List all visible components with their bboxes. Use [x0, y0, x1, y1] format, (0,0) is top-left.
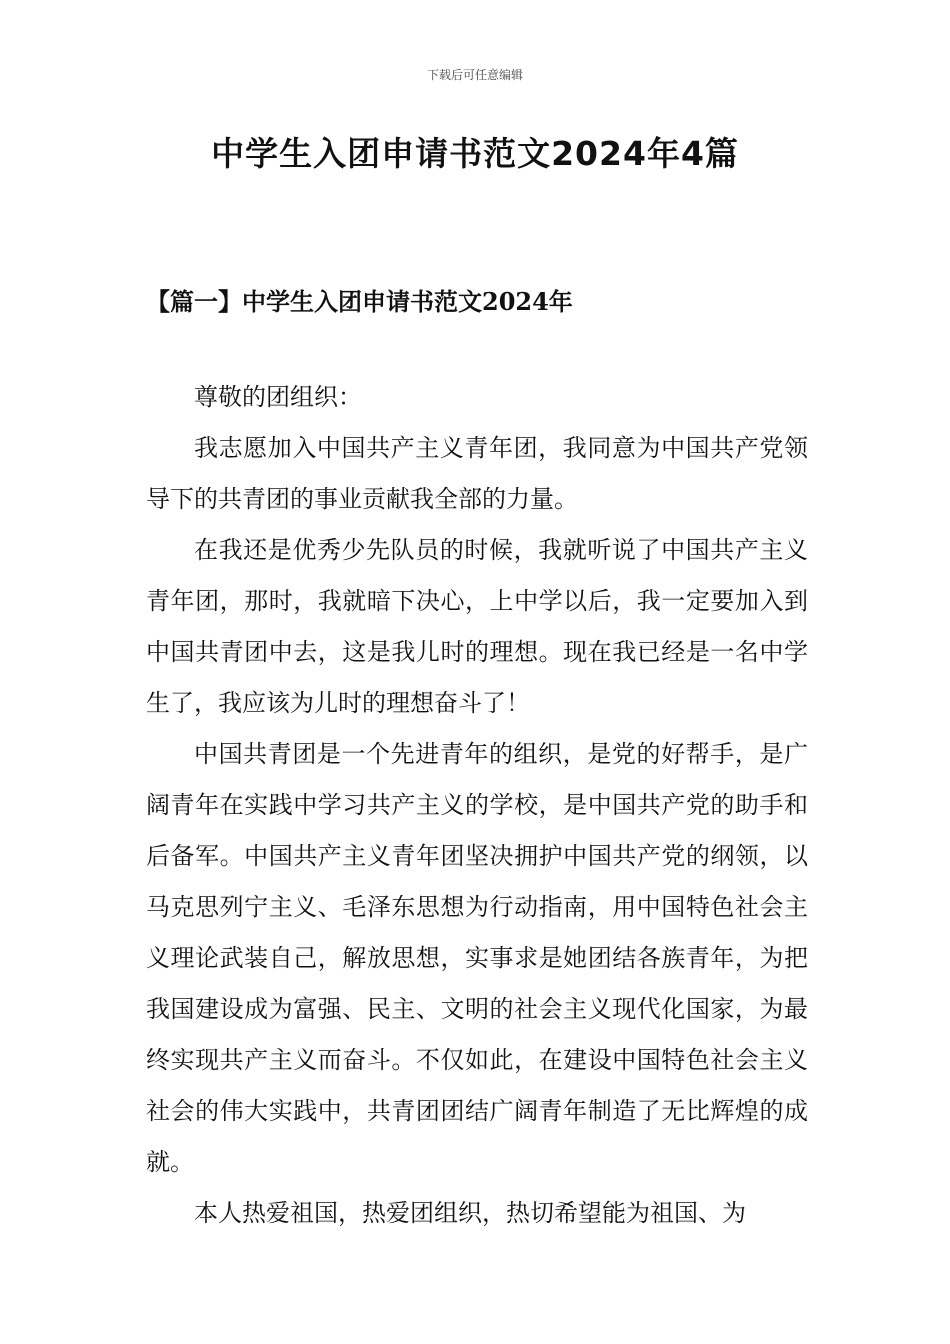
document-title: 中学生入团申请书范文2024年4篇	[211, 134, 739, 173]
paragraph: 我志愿加入中国共产主义青年团，我同意为中国共产党领导下的共青团的事业贡献我全部的力量。	[146, 434, 808, 513]
section-heading: 【篇一】中学生入团申请书范文2024年	[146, 287, 573, 316]
paragraph: 在我还是优秀少先队员的时候，我就听说了中国共产主义青年团，那时，我就暗下决心，上中学以后，我一定要加入到中国共青团中去，这是我儿时的理想。现在我已经是一名中学生了，我应该为儿时的理想奋斗了！	[146, 536, 808, 717]
paragraph: 中国共青团是一个先进青年的组织，是党的好帮手，是广阔青年在实践中学习共产主义的学校，是中国共产党的助手和后备军。中国共产主义青年团坚决拥护中国共产党的纲领，以马克思列宁主义、毛泽东思想为行动指南，用中国特色社会主义理论武装自己，解放思想，实事求是她团结各族青年，为把我国建设成为富强、民主、文明的社会主义现代化国家，为最终实现共产主义而奋斗。不仅如此，在建设中国特色社会主义社会的伟大实践中，共青团团结广阔青年制造了无比辉煌的成就。	[146, 740, 808, 1176]
paragraph: 本人热爱祖国，热爱团组织，热切希望能为祖国、为	[194, 1199, 746, 1227]
header-note: 下载后可任意编辑	[426, 68, 523, 82]
document-body	[146, 372, 808, 1239]
salutation: 尊敬的团组织：	[194, 383, 362, 411]
